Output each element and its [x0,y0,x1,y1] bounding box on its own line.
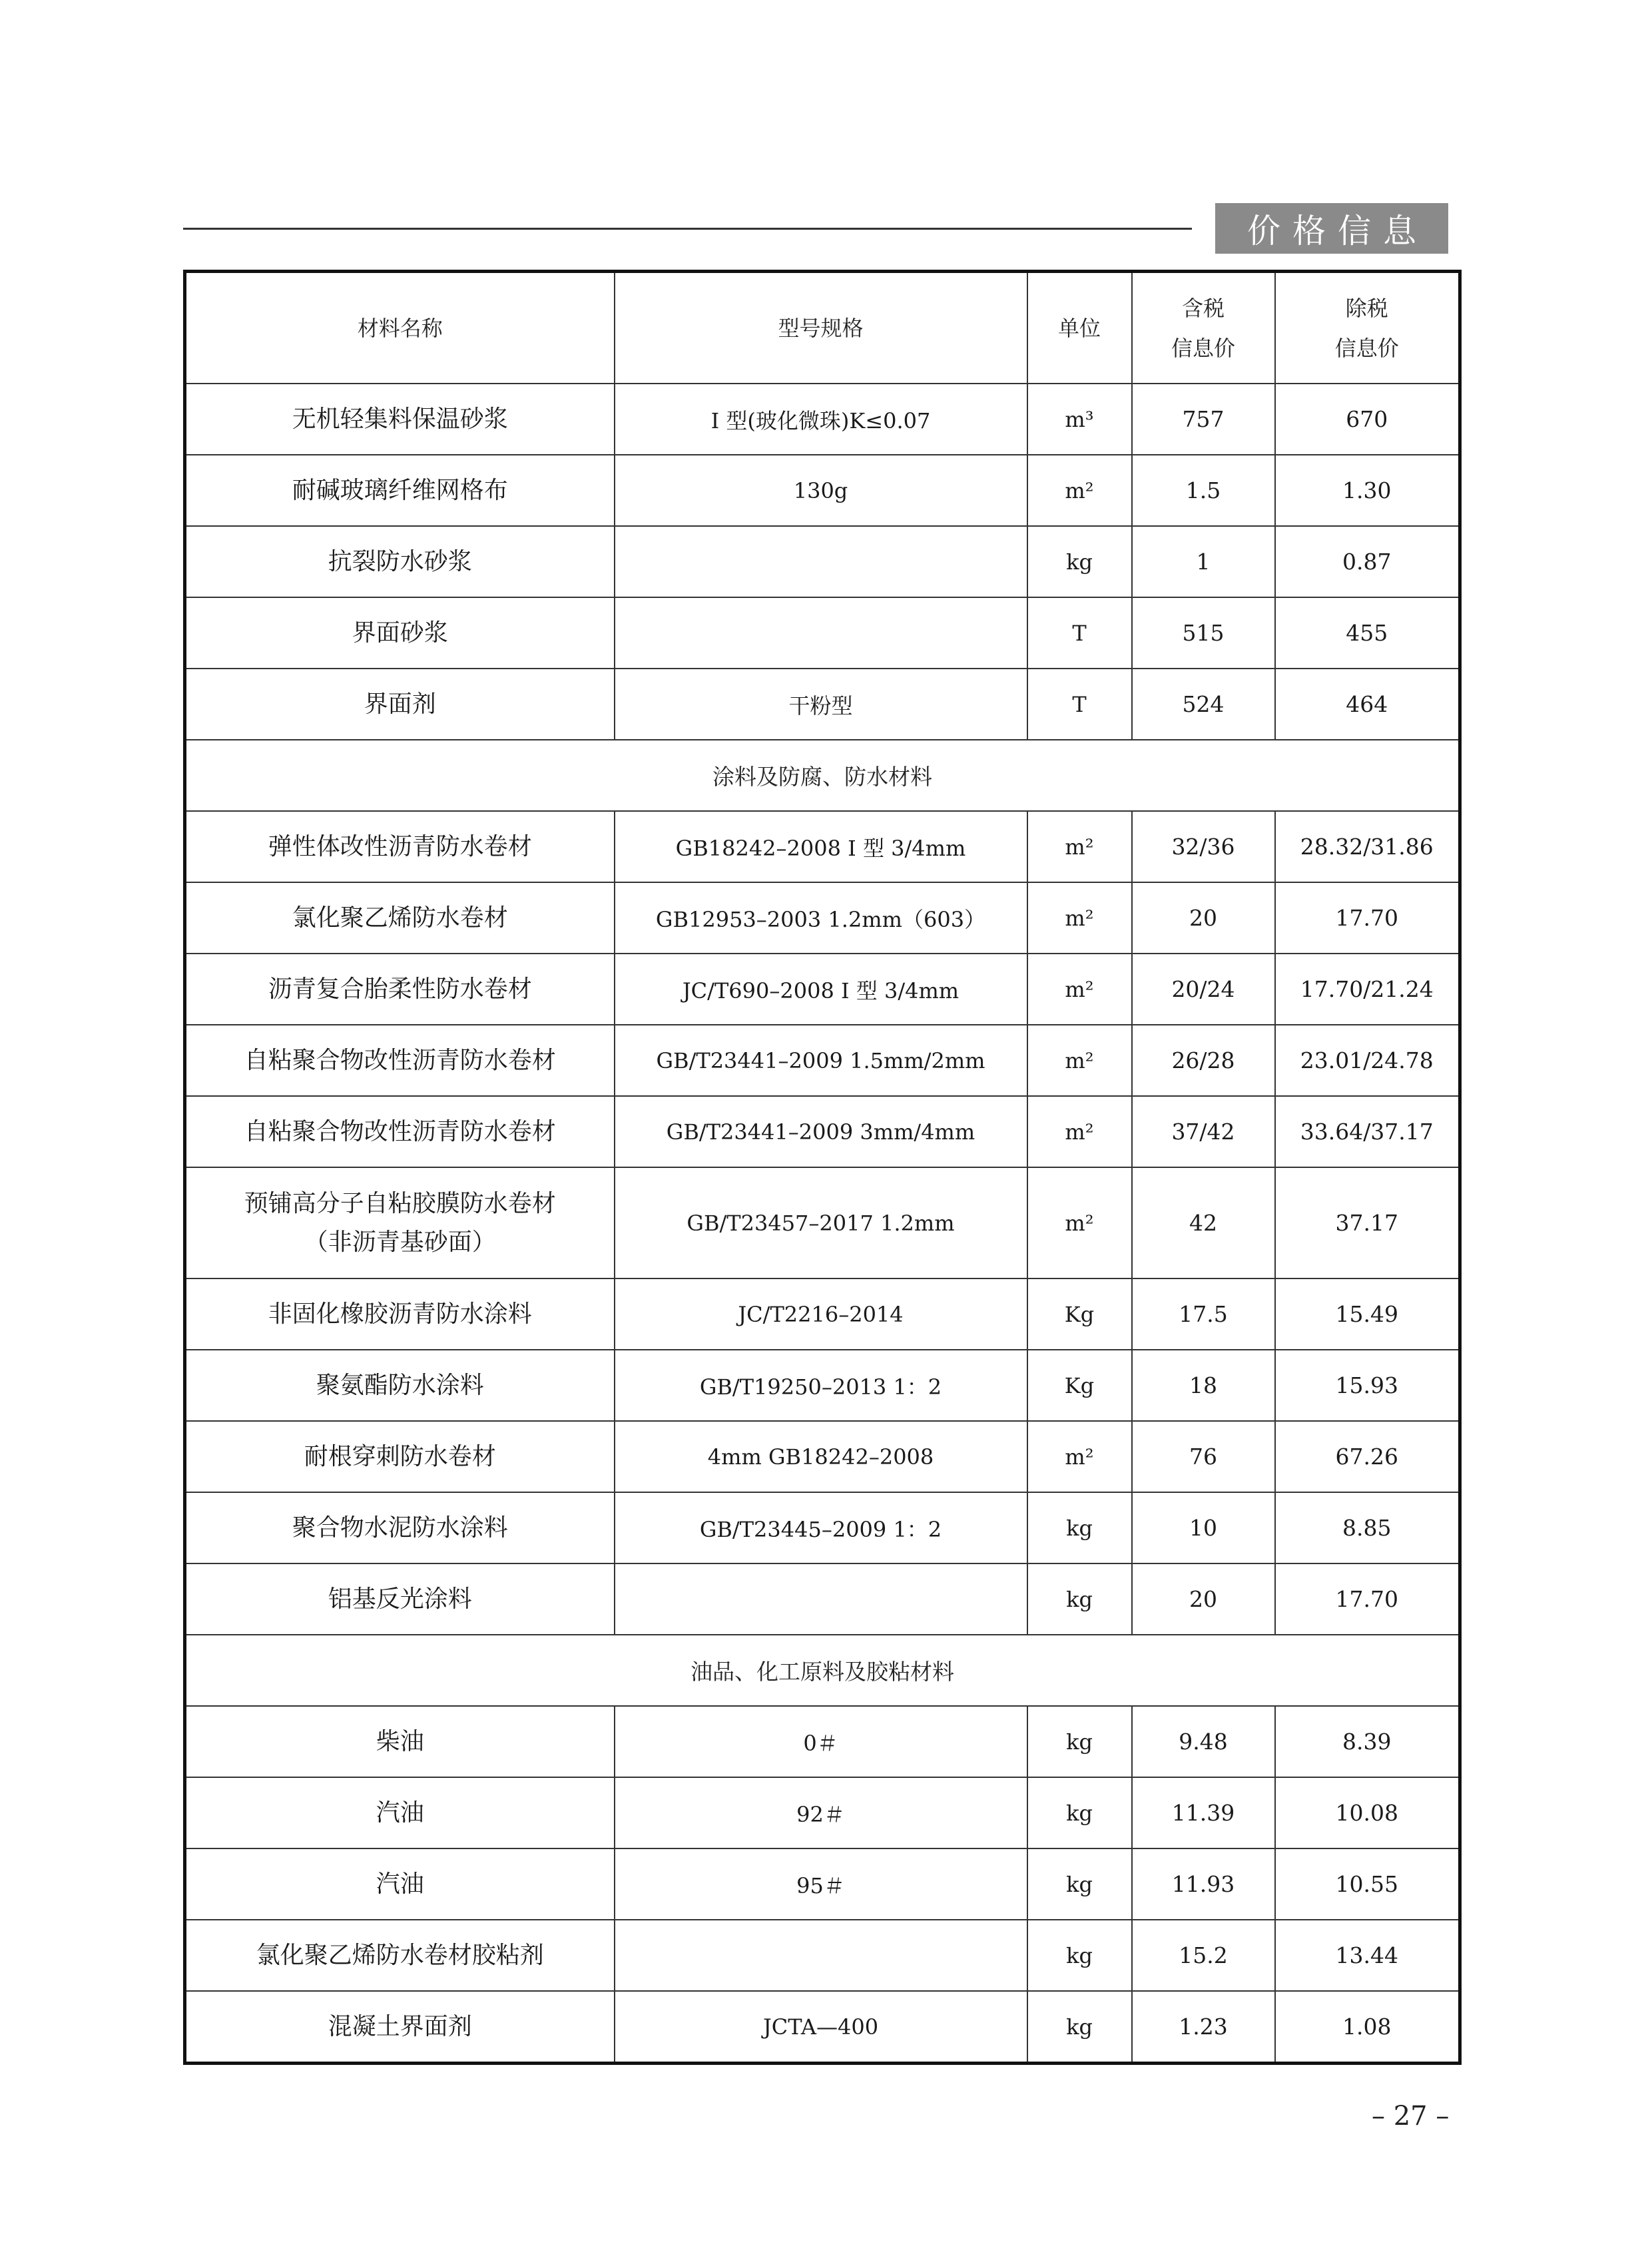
header-tax-line2: 信息价 [1171,335,1235,361]
table-row [185,526,1460,597]
cell-spec: GB12953–2003 1.2mm（603） [615,882,1027,954]
cell-name: 汽油 [185,1777,615,1848]
price-table [183,270,1462,2065]
cell-net-price: 8.39 [1275,1706,1460,1777]
cell-unit: kg [1027,1492,1132,1563]
table-row [185,1421,1460,1492]
cell-net-price: 17.70/21.24 [1275,954,1460,1025]
cell-name: 混凝土界面剂 [185,1991,615,2064]
cell-spec: GB/T23457–2017 1.2mm [615,1167,1027,1278]
table-row [185,882,1460,954]
cell-tax-price: 9.48 [1132,1706,1275,1777]
category-title: 油品、化工原料及胶粘材料 [185,1635,1460,1706]
cell-tax-price: 37/42 [1132,1096,1275,1167]
cell-spec [615,597,1027,669]
cell-name: 无机轻集料保温砂浆 [185,384,615,455]
cell-unit: Kg [1027,1350,1132,1421]
cell-name: 弹性体改性沥青防水卷材 [185,811,615,882]
cell-net-price: 15.93 [1275,1350,1460,1421]
cell-net-price: 23.01/24.78 [1275,1025,1460,1096]
cell-net-price: 28.32/31.86 [1275,811,1460,882]
cell-tax-price: 524 [1132,669,1275,740]
cell-name [185,1167,615,1278]
table-row [185,455,1460,526]
header-tax-price [1132,272,1275,384]
cell-spec: GB/T23441–2009 3mm/4mm [615,1096,1027,1167]
cell-unit: kg [1027,1848,1132,1920]
header-net-price [1275,272,1460,384]
table-row [185,1025,1460,1096]
cell-unit: kg [1027,1777,1132,1848]
cell-name: 氯化聚乙烯防水卷材胶粘剂 [185,1920,615,1991]
cell-name: 聚合物水泥防水涂料 [185,1492,615,1563]
header-tax-line1: 含税 [1181,295,1225,321]
cell-unit: m² [1027,811,1132,882]
cell-tax-price: 32/36 [1132,811,1275,882]
cell-tax-price: 20 [1132,1563,1275,1635]
table-row [185,384,1460,455]
cell-name: 抗裂防水砂浆 [185,526,615,597]
cell-name: 柴油 [185,1706,615,1777]
cell-unit: kg [1027,1991,1132,2064]
cell-spec: GB/T23445–2009 1：2 [615,1492,1027,1563]
cell-name-line2: （非沥青基砂面） [304,1228,496,1256]
cell-tax-price: 1.23 [1132,1991,1275,2064]
cell-net-price: 464 [1275,669,1460,740]
cell-spec: JC/T2216–2014 [615,1278,1027,1350]
cell-name: 沥青复合胎柔性防水卷材 [185,954,615,1025]
header-rule [183,228,1192,230]
cell-net-price: 10.08 [1275,1777,1460,1848]
cell-unit: kg [1027,1706,1132,1777]
header-material-name: 材料名称 [185,272,615,384]
cell-name: 氯化聚乙烯防水卷材 [185,882,615,954]
cell-tax-price: 42 [1132,1167,1275,1278]
cell-unit: m² [1027,954,1132,1025]
cell-net-price: 8.85 [1275,1492,1460,1563]
cell-net-price: 37.17 [1275,1167,1460,1278]
cell-name: 界面剂 [185,669,615,740]
cell-spec: 干粉型 [615,669,1027,740]
cell-spec: GB/T23441–2009 1.5mm/2mm [615,1025,1027,1096]
category-row [185,740,1460,811]
cell-tax-price: 757 [1132,384,1275,455]
cell-unit: kg [1027,1920,1132,1991]
header-spec: 型号规格 [615,272,1027,384]
cell-tax-price: 15.2 [1132,1920,1275,1991]
cell-net-price: 455 [1275,597,1460,669]
cell-net-price: 13.44 [1275,1920,1460,1991]
cell-unit: m² [1027,455,1132,526]
page-number: – 27 – [1372,2101,1450,2131]
cell-spec: 0＃ [615,1706,1027,1777]
cell-unit: m³ [1027,384,1132,455]
category-row [185,1635,1460,1706]
cell-name: 耐根穿刺防水卷材 [185,1421,615,1492]
table-row [185,1777,1460,1848]
header-unit: 单位 [1027,272,1132,384]
cell-net-price: 17.70 [1275,1563,1460,1635]
cell-spec: GB18242–2008 Ⅰ 型 3/4mm [615,811,1027,882]
cell-net-price: 15.49 [1275,1278,1460,1350]
cell-name: 界面砂浆 [185,597,615,669]
cell-tax-price: 515 [1132,597,1275,669]
table-row [185,811,1460,882]
cell-spec [615,1563,1027,1635]
table-row [185,1706,1460,1777]
table-row [185,1167,1460,1278]
cell-tax-price: 11.39 [1132,1777,1275,1848]
cell-tax-price: 10 [1132,1492,1275,1563]
cell-unit: m² [1027,1025,1132,1096]
table-row [185,1278,1460,1350]
cell-name: 铝基反光涂料 [185,1563,615,1635]
cell-unit: m² [1027,882,1132,954]
cell-unit: kg [1027,1563,1132,1635]
cell-tax-price: 26/28 [1132,1025,1275,1096]
cell-spec: GB/T19250–2013 1：2 [615,1350,1027,1421]
cell-name: 非固化橡胶沥青防水涂料 [185,1278,615,1350]
header-net-line1: 除税 [1345,295,1388,321]
table-row [185,1991,1460,2064]
cell-net-price: 670 [1275,384,1460,455]
cell-tax-price: 20/24 [1132,954,1275,1025]
cell-tax-price: 17.5 [1132,1278,1275,1350]
cell-name: 耐碱玻璃纤维网格布 [185,455,615,526]
cell-unit: T [1027,597,1132,669]
cell-net-price: 17.70 [1275,882,1460,954]
cell-net-price: 1.30 [1275,455,1460,526]
cell-spec: JCTA—400 [615,1991,1027,2064]
table-header-row [185,272,1460,384]
cell-spec: 95＃ [615,1848,1027,1920]
cell-tax-price: 18 [1132,1350,1275,1421]
cell-unit: kg [1027,526,1132,597]
table-row [185,597,1460,669]
cell-net-price: 33.64/37.17 [1275,1096,1460,1167]
table-row [185,669,1460,740]
category-title: 涂料及防腐、防水材料 [185,740,1460,811]
section-title-tab: 价格信息 [1215,203,1448,254]
cell-name: 自粘聚合物改性沥青防水卷材 [185,1025,615,1096]
table-row [185,1563,1460,1635]
cell-unit: Kg [1027,1278,1132,1350]
cell-unit: m² [1027,1421,1132,1492]
cell-spec [615,526,1027,597]
table-row [185,1848,1460,1920]
header-net-line2: 信息价 [1334,335,1399,361]
cell-unit: m² [1027,1167,1132,1278]
table-row [185,1920,1460,1991]
cell-spec: 4mm GB18242–2008 [615,1421,1027,1492]
cell-tax-price: 1 [1132,526,1275,597]
cell-name-line1: 预铺高分子自粘胶膜防水卷材 [244,1189,556,1217]
cell-tax-price: 11.93 [1132,1848,1275,1920]
cell-net-price: 0.87 [1275,526,1460,597]
cell-spec [615,1920,1027,1991]
cell-unit: m² [1027,1096,1132,1167]
table-row [185,1492,1460,1563]
cell-net-price: 67.26 [1275,1421,1460,1492]
cell-tax-price: 20 [1132,882,1275,954]
cell-tax-price: 1.5 [1132,455,1275,526]
cell-spec: 92＃ [615,1777,1027,1848]
cell-tax-price: 76 [1132,1421,1275,1492]
table-row [185,1096,1460,1167]
cell-unit: T [1027,669,1132,740]
cell-spec: JC/T690–2008 Ⅰ 型 3/4mm [615,954,1027,1025]
cell-net-price: 1.08 [1275,1991,1460,2064]
cell-name: 汽油 [185,1848,615,1920]
table-row [185,954,1460,1025]
cell-name: 自粘聚合物改性沥青防水卷材 [185,1096,615,1167]
cell-spec: 130g [615,455,1027,526]
cell-net-price: 10.55 [1275,1848,1460,1920]
table-row [185,1350,1460,1421]
cell-spec: I 型(玻化微珠)K≤0.07 [615,384,1027,455]
cell-name: 聚氨酯防水涂料 [185,1350,615,1421]
